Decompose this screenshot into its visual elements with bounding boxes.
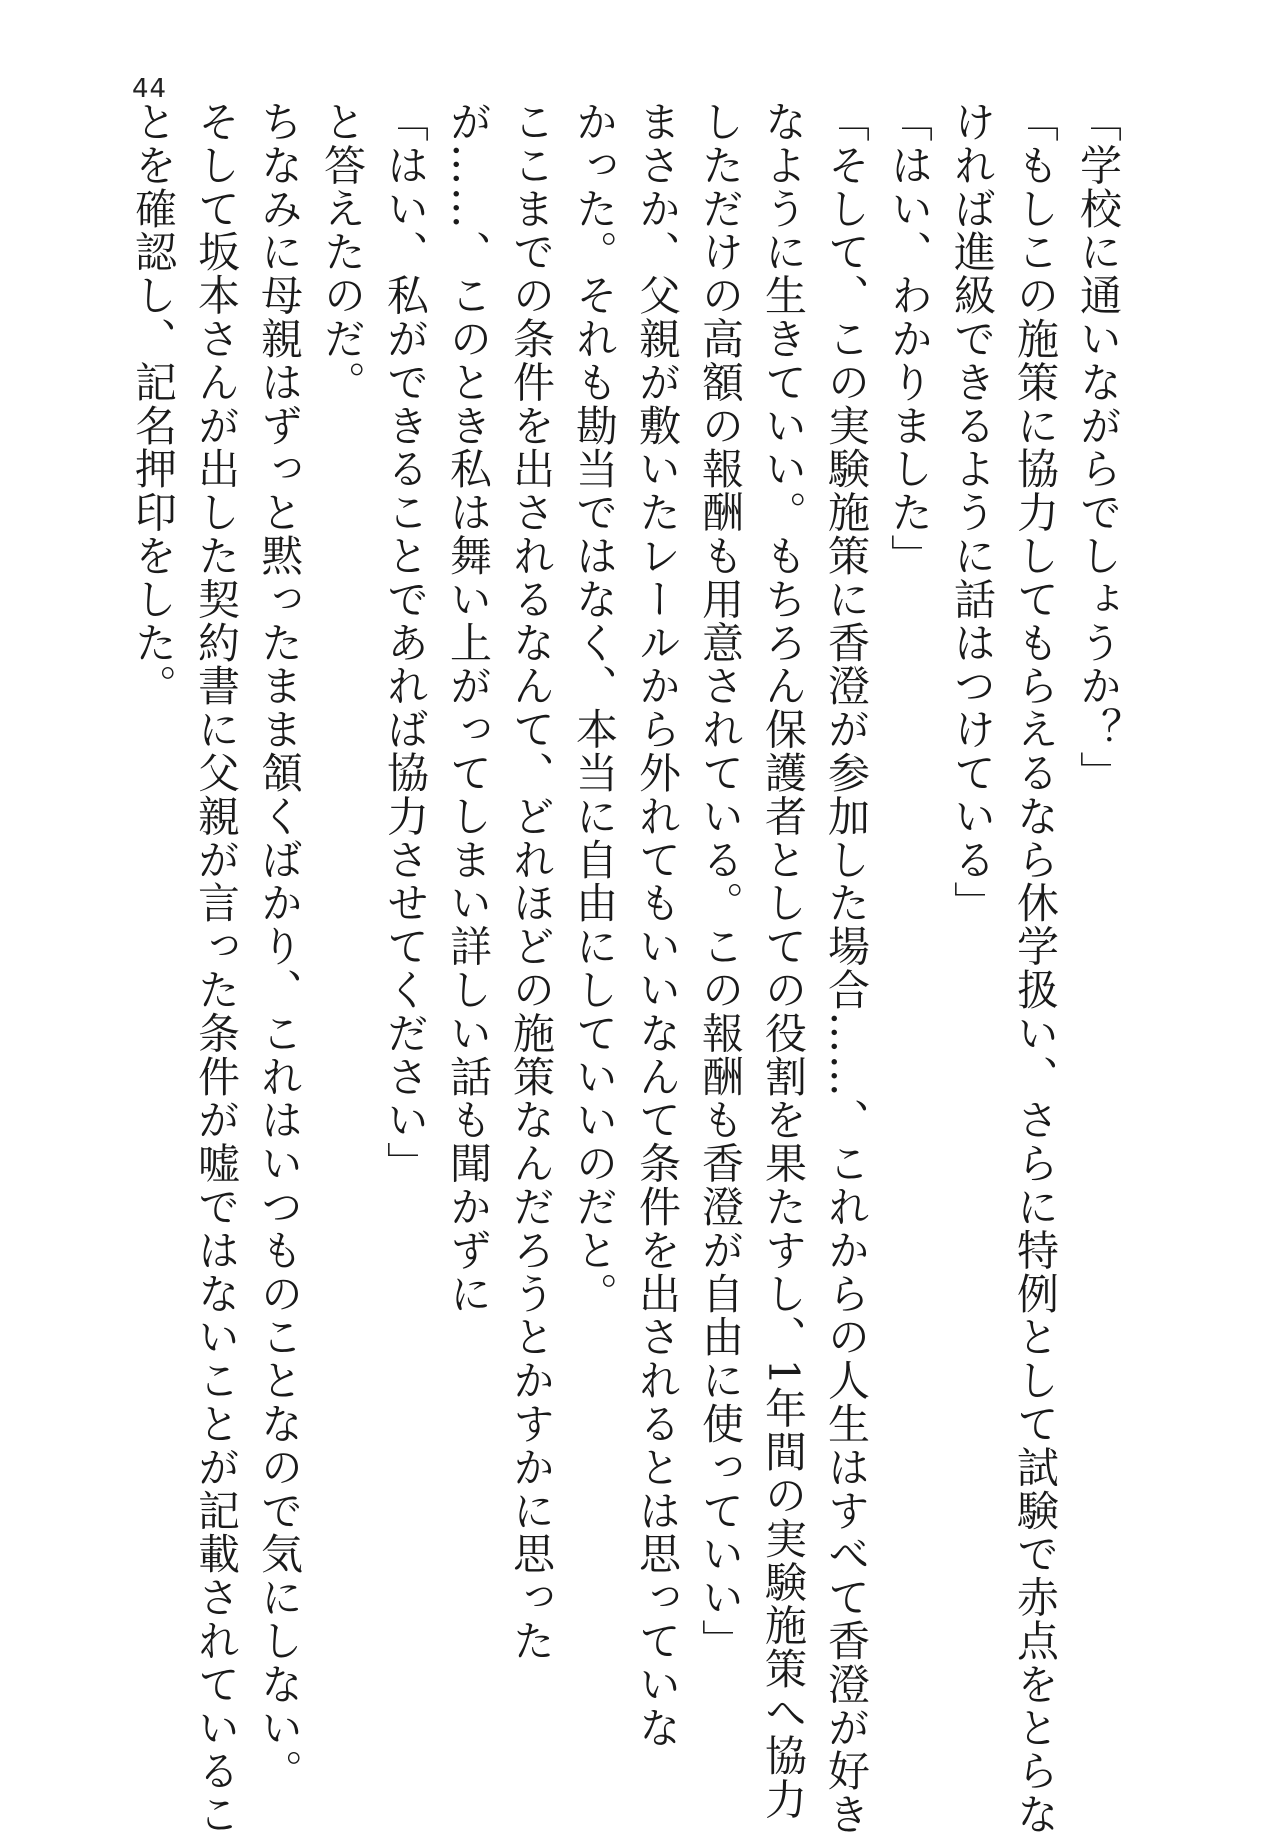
text-line: ければ進級できるように話はつけている」 bbox=[948, 100, 997, 925]
text-line: 「そして、この実験施策に香澄が参加した場合……、これからの人生はすべて香澄が好き bbox=[822, 100, 871, 1836]
text-line: ちなみに母親はずっと黙ったまま頷くばかり、これはいつものことなので気にしない。 bbox=[255, 100, 304, 1793]
text-line: かった。それも勘当ではなく、本当に自由にしていいのだと。 bbox=[570, 100, 619, 1316]
vertical-text-body bbox=[120, 100, 1130, 1836]
text-line: 「もしこの施策に協力してもらえるなら休学扱い、さらに特例として試験で赤点をとらな bbox=[1011, 100, 1060, 1836]
text-line: 「学校に通いながらでしょうか？」 bbox=[1074, 100, 1123, 795]
text-line: 「はい、わかりました」 bbox=[885, 100, 934, 578]
text-line: と答えたのだ。 bbox=[318, 100, 367, 404]
page-number: 44 bbox=[132, 74, 168, 104]
text-line: 「はい、私ができることであれば協力させてください」 bbox=[381, 100, 430, 1185]
text-line: ここまでの条件を出されるなんて、どれほどの施策なんだろうとかすかに思った bbox=[507, 100, 556, 1663]
text-line: しただけの高額の報酬も用意されている。この報酬も香澄が自由に使っていい」 bbox=[696, 100, 745, 1663]
text-line: なように生きていい。もちろん保護者としての役割を果たすし、1年間の実験施策へ協力 bbox=[759, 100, 808, 1821]
text-line: そして坂本さんが出した契約書に父親が言った条件が嘘ではないことが記載されているこ bbox=[192, 100, 241, 1836]
text-line: とを確認し、記名押印をした。 bbox=[129, 100, 178, 708]
text-line: まさか、父親が敷いたレールから外れてもいいなんて条件を出されるとは思っていな bbox=[633, 100, 682, 1750]
text-line: が……、このとき私は舞い上がってしまい詳しい話も聞かずに bbox=[444, 100, 493, 1316]
